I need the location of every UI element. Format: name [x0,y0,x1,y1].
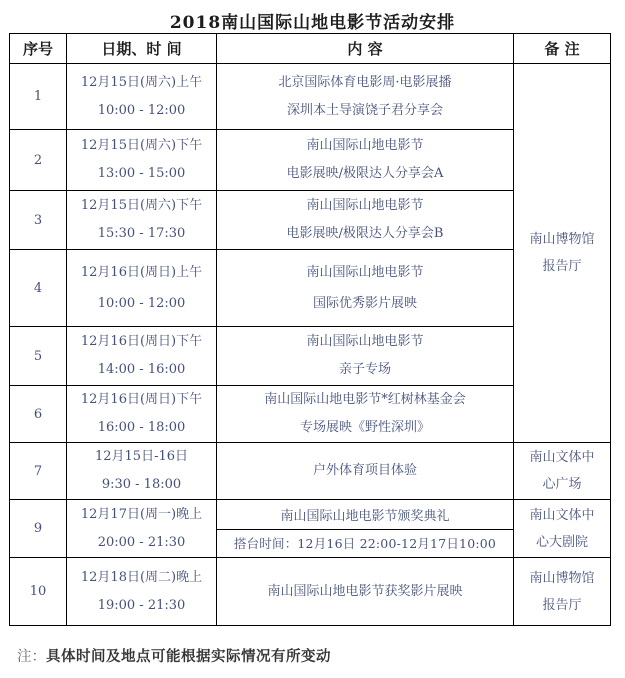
cell-remark [514,443,611,500]
content-line: 亲子专场 [338,362,391,377]
date-line: 12月15日(周六)上午 [80,74,203,90]
time-line: 16:00 - 18:00 [97,420,186,435]
content-line: 南山国际山地电影节 [306,265,424,280]
content-split [217,500,513,557]
cell-datetime [67,558,217,626]
header-row [10,34,611,64]
remark-line: 南山文体中 [529,507,595,523]
date-line: 12月15日-16日 [94,449,189,464]
date-line: 12月15日(周六)下午 [80,138,203,153]
time-line: 10:00 - 12:00 [97,102,186,118]
remark-line: 南山文体中 [529,450,595,465]
footer-note [17,645,331,666]
content-line: 南山国际山地电影节 [306,334,424,349]
time-line: 19:00 - 21:30 [97,597,186,613]
cell-datetime [67,386,217,443]
content-line: 电影展映/极限达人分享会B [286,226,444,241]
table-row [10,500,611,558]
content-line: 深圳本土导演饶子君分享会 [286,102,443,118]
time-line: 9:30 - 18:00 [101,477,182,492]
content-line: 户外体育项目体验 [312,463,417,478]
note-label: 注： [17,649,46,665]
cell-content [217,250,514,327]
cell-content [217,130,514,191]
cell-content [217,443,514,500]
content-line: 国际优秀影片展映 [312,296,417,311]
schedule-table [9,33,611,626]
time-line: 14:00 - 16:00 [97,362,186,377]
cell-remark-merged [514,64,611,443]
date-line: 12月15日(周六)下午 [80,198,203,213]
cell-remark [514,558,611,626]
header-cell-content: 内 容 [217,34,514,64]
cell-no: 5 [10,327,67,386]
table-row [10,558,611,626]
cell-no: 9 [10,500,67,558]
time-line: 15:30 - 17:30 [97,226,186,241]
cell-no: 6 [10,386,67,443]
cell-datetime [67,500,217,558]
time-line: 13:00 - 15:00 [97,166,186,181]
date-line: 12月18日(周二)晚上 [80,569,203,585]
cell-content [217,191,514,250]
content-line: 南山国际山地电影节*红树林基金会 [264,392,466,407]
cell-content [217,386,514,443]
cell-no: 4 [10,250,67,327]
cell-no: 1 [10,64,67,130]
remark-line: 南山博物馆 [529,570,595,586]
content-line: 专场展映《野性深圳》 [299,420,430,435]
cell-no: 3 [10,191,67,250]
table-row [10,64,611,130]
cell-datetime [67,64,217,130]
cell-datetime [67,130,217,191]
remark-line: 报告厅 [542,597,582,613]
remark-line: 心广场 [542,477,582,492]
date-line: 12月16日(周日)上午 [80,265,203,280]
date-line: 12月17日(周一)晚上 [80,506,203,522]
cell-content [217,558,514,626]
content-line: 南山国际山地电影节颁奖典礼 [217,500,513,530]
table-row [10,443,611,500]
header-cell-remark: 备 注 [514,34,611,64]
content-line: 北京国际体育电影周·电影展播 [278,74,452,90]
content-subline: 搭台时间：12月16日 22:00-12月17日10:00 [233,536,497,552]
cell-content [217,64,514,130]
remark-line: 心大剧院 [535,534,588,550]
cell-no: 7 [10,443,67,500]
time-line: 20:00 - 21:30 [97,534,186,550]
remark-line: 报告厅 [542,259,582,274]
cell-no: 2 [10,130,67,191]
content-line: 南山国际山地电影节 [306,138,424,153]
cell-content-split [217,500,514,558]
cell-datetime [67,327,217,386]
time-line: 10:00 - 12:00 [97,296,186,311]
date-line: 12月16日(周日)下午 [80,334,203,349]
cell-no: 10 [10,558,67,626]
header-cell-no: 序号 [10,34,67,64]
cell-content [217,327,514,386]
content-line: 南山国际山地电影节 [306,198,424,213]
note-text: 具体时间及地点可能根据实际情况有所变动 [46,649,331,665]
cell-remark [514,500,611,558]
content-line: 南山国际山地电影节获奖影片展映 [267,583,463,599]
cell-datetime [67,443,217,500]
content-line: 电影展映/极限达人分享会A [286,166,444,181]
cell-datetime [67,250,217,327]
page-title: 2018南山国际山地电影节活动安排 [169,13,456,33]
date-line: 12月16日(周日)下午 [80,392,203,407]
header-cell-datetime: 日期、时 间 [67,34,217,64]
cell-datetime [67,191,217,250]
remark-line: 南山博物馆 [529,232,595,247]
